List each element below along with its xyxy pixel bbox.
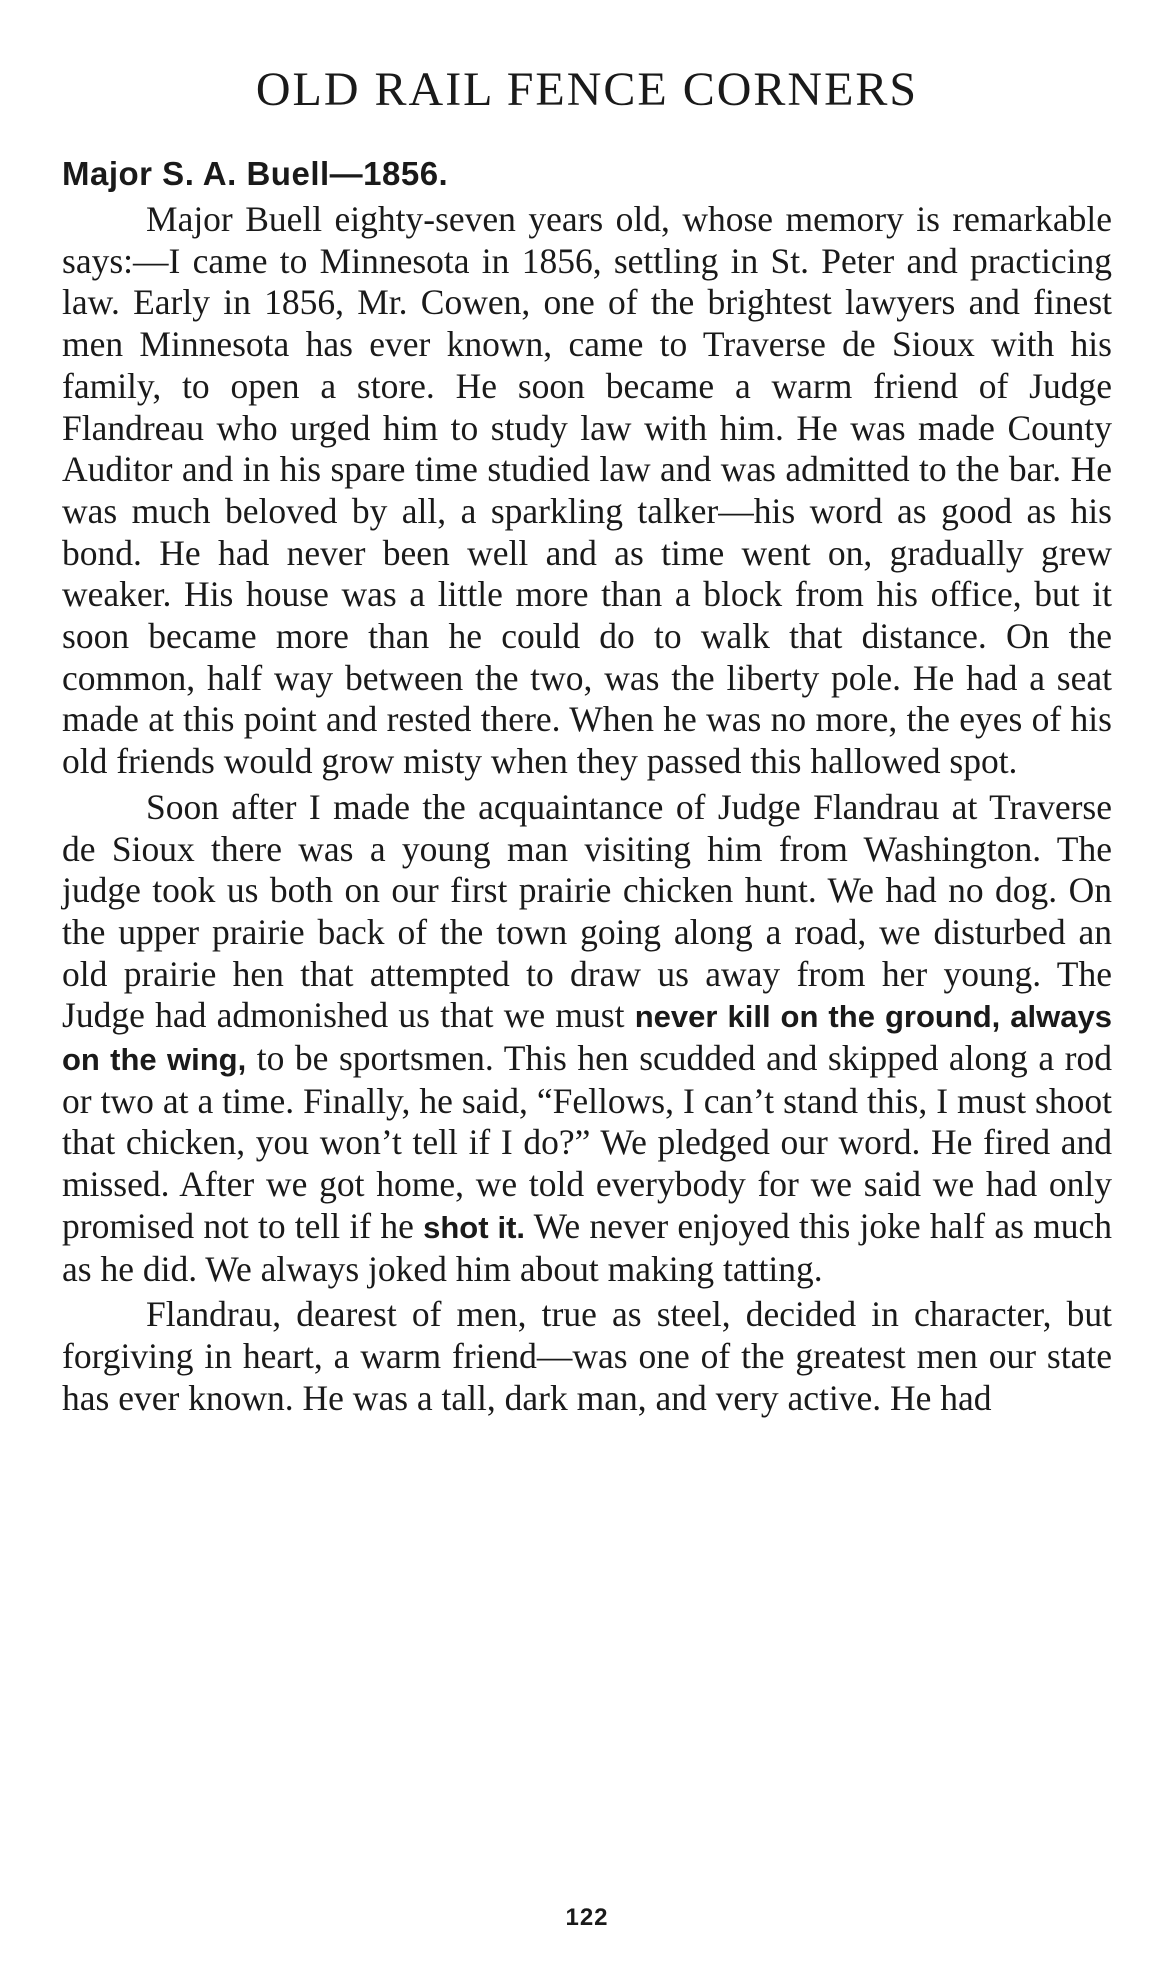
page-number: 122: [565, 1904, 609, 1931]
running-head: OLD RAIL FENCE CORNERS: [255, 63, 919, 116]
paragraph-2-emphasis-1: never kill on the ground, always on the wing,: [62, 999, 1112, 1078]
section-title: Major S. A. Buell—1856.: [62, 155, 449, 192]
paragraph-3: Flandrau, dearest of men, true as steel, decided in character, but forgiving in heart, a warm friend—was one of the greatest men our state has ever known. He was a tall, dark man, and very active. He had: [62, 1294, 1112, 1418]
paragraph-2: [62, 787, 1112, 1290]
paragraph-2-text-a: Soon after I made the acquaintance of Judge Flandrau at Traverse de Sioux there was a young man visiting him from Washington. The judge took us both on our first prairie chicken hunt. We had no dog. On the upper prairie back of the town going along a road, we disturbed an old prairie hen that attempted to draw us away from her young. The Judge had admonished us that we must: [62, 786, 1112, 1036]
paragraph-2-text-c: We never enjoyed this joke half as much as he did. We always joked him about making tatting.: [62, 1205, 1113, 1289]
paragraph-2-text-b: to be sportsmen. This hen scudded and skipped along a rod or two at a time. Finally, he said, “Fellows, I can’t stand this, I must shoot that chicken, you won’t tell if I do?” We pledged our word. He fired and missed. After we got home, we told everybody for we said we had only promised not to tell if he: [62, 1038, 1112, 1246]
paragraph-1: Major Buell eighty-seven years old, whose memory is remarkable says:—I came to Minnesota in 1856, settling in St. Peter and practicing law. Early in 1856, Mr. Cowen, one of the brightest lawyers and finest men Minnesota has ever known, came to Traverse de Sioux with his family, to open a store. He soon became a warm friend of Judge Flandreau who urged him to study law with him. He was made County Auditor and in his spare time studied law and was admitted to the bar. He was much beloved by all, a sparkling talker—his word as good as his bond. He had never been well and as time went on, gradually grew weaker. His house was a little more than a block from his office, but it soon became more than he could do to walk that distance. On the common, half way between the two, was the liberty pole. He had a seat made at this point and rested there. When he was no more, the eyes of his old friends would grow misty when they passed this hallowed spot.: [62, 199, 1112, 782]
paragraph-2-emphasis-2: shot it.: [423, 1209, 526, 1245]
page-body: [62, 52, 1112, 1419]
